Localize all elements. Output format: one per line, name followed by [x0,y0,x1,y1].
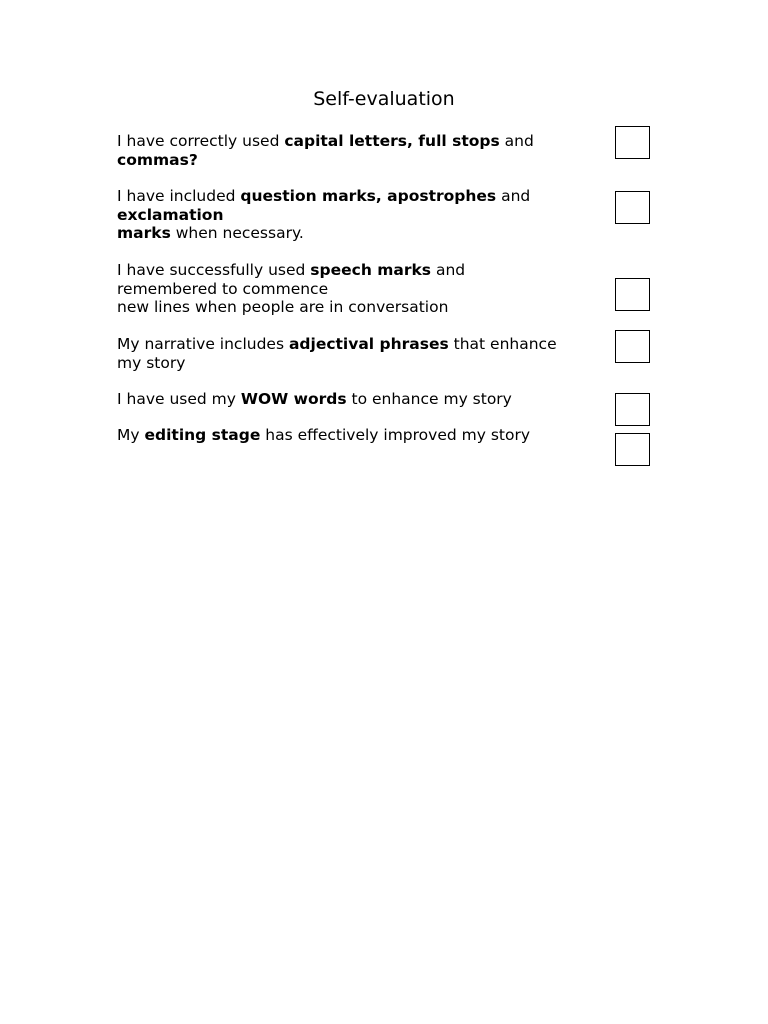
item-text: My [117,426,145,444]
item-text-line [117,151,607,170]
checkbox-speech-marks[interactable] [615,278,650,311]
checklist-item-question-marks [117,187,607,243]
item-text: and [431,261,466,279]
item-text-line [117,132,607,151]
item-text-line [117,426,607,445]
item-text: I have included [117,187,241,205]
emphasis-text: adjectival phrases [288,335,449,353]
item-text: I have correctly used [117,132,285,150]
item-text-line [117,390,607,409]
item-text-line [117,206,607,225]
item-text: My narrative includes [117,335,289,353]
item-text: I have successfully used [117,261,311,279]
item-text: has effectively improved my story [260,426,530,444]
item-text: to enhance my story [346,390,512,408]
checkbox-wow-words[interactable] [615,393,650,426]
item-text-line [117,224,607,243]
emphasis-text: question marks, apostrophes [240,187,497,205]
checklist-item-wow-words [117,390,607,409]
item-text: that enhance [448,335,557,353]
emphasis-text: capital letters, full stops [284,132,500,150]
emphasis-text: speech marks [310,261,432,279]
emphasis-text: WOW words [240,390,347,408]
item-text: and [496,187,531,205]
item-text-line [117,187,607,206]
item-text: my story [117,353,186,372]
emphasis-text: commas? [117,150,198,169]
emphasis-text: exclamation [117,205,224,224]
checklist-item-speech-marks [117,261,607,317]
checklist-item-editing-stage [117,426,607,445]
item-text-line [117,261,607,280]
checklist-item-adjectival-phrases [117,335,607,372]
item-text-line [117,354,607,373]
emphasis-text: marks [117,224,171,242]
checkbox-punctuation[interactable] [615,126,650,159]
item-text-line [117,298,607,317]
item-text-line [117,280,607,299]
page-title: Self-evaluation [313,88,455,110]
item-text: remembered to commence [117,279,329,298]
item-text: when necessary. [170,224,304,242]
checkbox-adjectival-phrases[interactable] [615,330,650,363]
checklist-item-punctuation [117,132,607,169]
item-text: and [499,132,534,150]
checkbox-editing-stage[interactable] [615,433,650,466]
item-text: I have used my [117,390,241,408]
emphasis-text: editing stage [144,426,261,444]
item-text-line [117,335,607,354]
checkbox-question-marks[interactable] [615,191,650,224]
item-text: new lines when people are in conversation [117,298,449,316]
